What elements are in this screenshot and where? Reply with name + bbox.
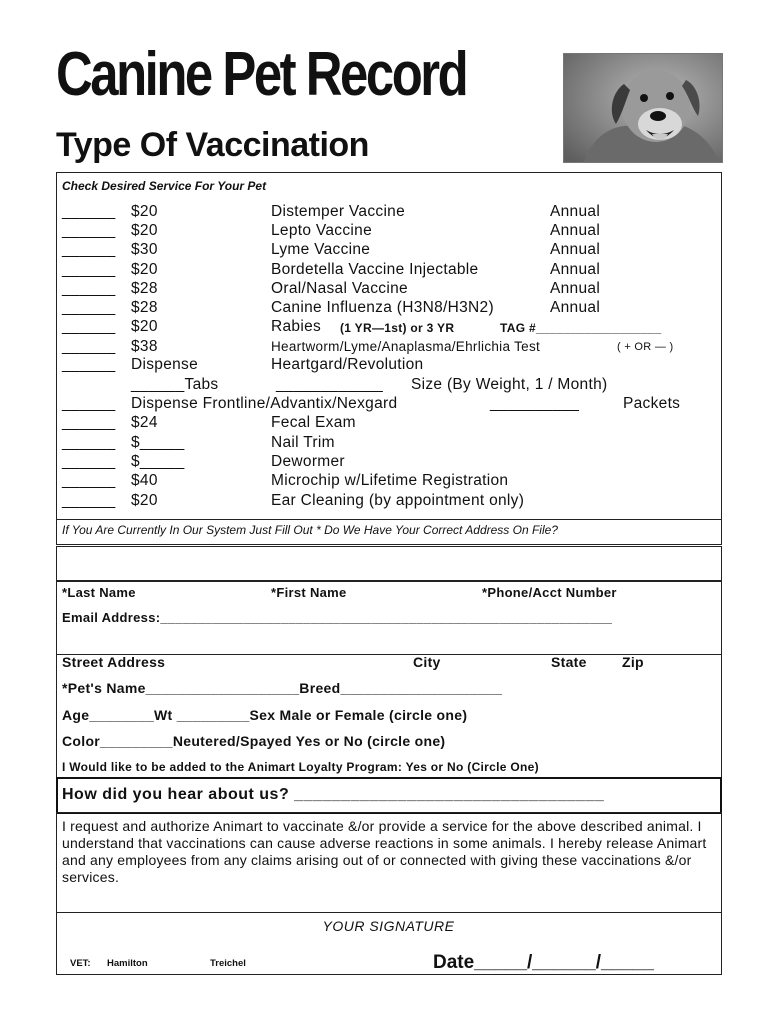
service-price[interactable]: $_____ (131, 434, 185, 451)
signature-field[interactable]: YOUR SIGNATURE (322, 918, 455, 934)
date-field[interactable]: Date_____/______/_____ (433, 952, 654, 973)
checkbox-blank[interactable]: ______ (62, 338, 116, 355)
service-name: Fecal Exam (271, 414, 356, 431)
vet-hamilton[interactable]: Hamilton (107, 958, 148, 969)
phone-field[interactable]: *Phone/Acct Number (482, 585, 617, 600)
service-name: Ear Cleaning (by appointment only) (271, 492, 525, 509)
checkbox-blank[interactable]: ______ (62, 453, 116, 470)
service-price[interactable]: $_____ (131, 453, 185, 470)
service-price: $38 (131, 338, 158, 355)
checkbox-blank[interactable]: ______ (62, 261, 116, 278)
tag-number-field[interactable]: TAG #__________________ (500, 321, 662, 335)
rabies-duration: (1 YR—1st) or 3 YR (340, 321, 455, 335)
checkbox-blank[interactable]: ______ (62, 434, 116, 451)
city-field[interactable]: City (413, 654, 441, 670)
service-name: Dewormer (271, 453, 345, 470)
test-result: ( + OR — ) (617, 341, 674, 353)
checkbox-blank[interactable]: ______ (62, 299, 116, 316)
service-price: $28 (131, 280, 158, 297)
divider (56, 912, 721, 913)
size-label: Size (By Weight, 1 / Month) (411, 376, 608, 393)
vet-label: VET: (70, 958, 91, 969)
referral-field[interactable]: How did you hear about us? _________________________________ (62, 786, 605, 803)
age-weight-sex-field[interactable]: Age________Wt _________Sex Male or Female (circle one) (62, 707, 468, 723)
service-frequency: Annual (550, 241, 601, 258)
vet-treichel[interactable]: Treichel (210, 958, 246, 969)
zip-field[interactable]: Zip (622, 654, 644, 670)
service-price: $40 (131, 472, 158, 489)
service-name: Nail Trim (271, 434, 335, 451)
service-frequency: Annual (550, 222, 601, 239)
packets-label: Packets (623, 395, 681, 412)
service-frequency: Annual (550, 261, 601, 278)
checkbox-blank[interactable]: ______ (62, 472, 116, 489)
service-frequency: Annual (550, 203, 601, 220)
service-name: Canine Influenza (H3N8/H3N2) (271, 299, 494, 316)
checkbox-blank[interactable]: ______ (62, 222, 116, 239)
service-price: $24 (131, 414, 158, 431)
checkbox-blank[interactable]: ______ (62, 318, 116, 335)
service-frequency: Annual (550, 299, 601, 316)
system-note: If You Are Currently In Our System Just Fill Out * Do We Have Your Correct Address On File? (62, 523, 558, 537)
checkbox-blank[interactable]: ______ (62, 395, 116, 412)
checkbox-blank[interactable]: ______ (62, 492, 116, 509)
packets-line[interactable]: __________ (490, 395, 580, 412)
service-frequency: Annual (550, 280, 601, 297)
service-name: Dispense Frontline/Advantix/Nexgard (131, 395, 398, 412)
color-neutered-field[interactable]: Color_________Neutered/Spayed Yes or No (circle one) (62, 733, 446, 749)
service-price: $20 (131, 261, 158, 278)
size-line[interactable]: ____________ (276, 376, 384, 393)
address-box (56, 546, 722, 582)
service-price: $30 (131, 241, 158, 258)
checkbox-blank[interactable]: ______ (62, 414, 116, 431)
service-name: Lepto Vaccine (271, 222, 372, 239)
page-subtitle: Type Of Vaccination (56, 126, 369, 164)
checkbox-blank[interactable]: ______ (62, 356, 116, 373)
consent-text: I request and authorize Animart to vaccinate &/or provide a service for the above described animal. I understand that vaccinations can cause adverse reactions in some animals. I hereby release Animart and any employees from any claims arising out of or connected with giving these vaccinations &/or services. (62, 818, 707, 885)
service-price: $20 (131, 203, 158, 220)
dog-photo (563, 53, 723, 163)
service-price: $20 (131, 492, 158, 509)
state-field[interactable]: State (551, 654, 587, 670)
service-name: Oral/Nasal Vaccine (271, 280, 408, 297)
service-name: Rabies (271, 318, 322, 335)
tabs-field[interactable]: ______Tabs (131, 376, 219, 393)
last-name-field[interactable]: *Last Name (62, 585, 136, 600)
checkbox-blank[interactable]: ______ (62, 203, 116, 220)
loyalty-program-field[interactable]: I Would like to be added to the Animart Loyalty Program: Yes or No (Circle One) (62, 760, 539, 774)
checkbox-blank[interactable]: ______ (62, 241, 116, 258)
instruction-text: Check Desired Service For Your Pet (62, 179, 267, 193)
service-price: $20 (131, 222, 158, 239)
service-price: $20 (131, 318, 158, 335)
service-name: Lyme Vaccine (271, 241, 371, 258)
first-name-field[interactable]: *First Name (271, 585, 347, 600)
service-price: Dispense (131, 356, 199, 373)
service-name: Heartworm/Lyme/Anaplasma/Ehrlichia Test (271, 339, 541, 354)
checkbox-blank[interactable]: ______ (62, 280, 116, 297)
service-price: $28 (131, 299, 158, 316)
email-field[interactable]: Email Address:____________________________________________________________ (62, 610, 613, 625)
street-address-field[interactable]: Street Address (62, 654, 166, 670)
service-name: Distemper Vaccine (271, 203, 406, 220)
service-name: Microchip w/Lifetime Registration (271, 472, 509, 489)
service-name: Heartgard/Revolution (271, 356, 424, 373)
page-title: Canine Pet Record (56, 40, 467, 109)
pet-name-breed-field[interactable]: *Pet's Name___________________Breed____________________ (62, 680, 503, 696)
service-name: Bordetella Vaccine Injectable (271, 261, 479, 278)
divider (56, 519, 721, 520)
